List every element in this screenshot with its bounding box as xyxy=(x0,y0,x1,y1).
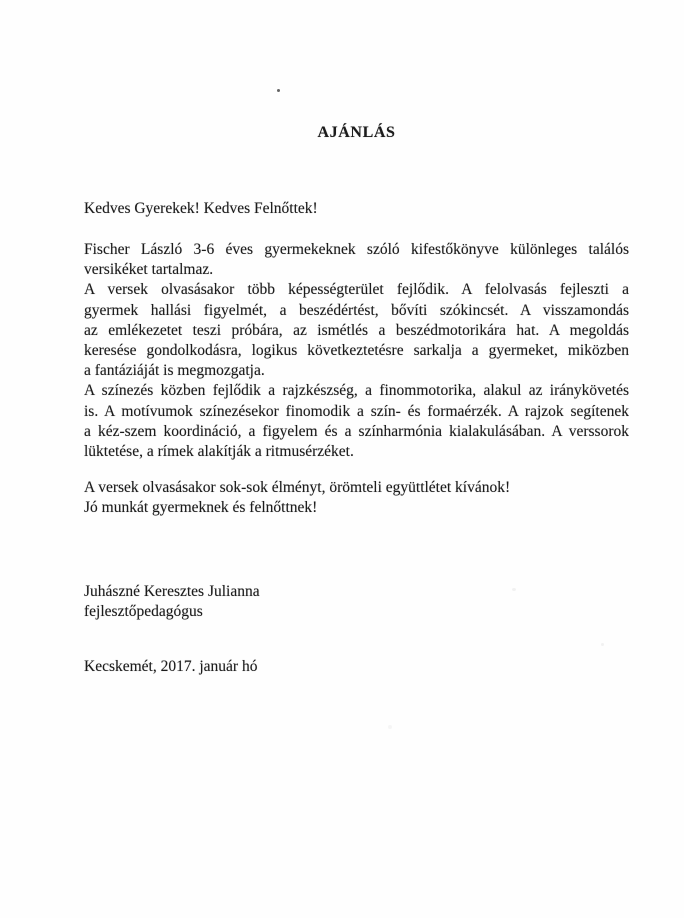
greeting-line: Kedves Gyerekek! Kedves Felnőttek! xyxy=(84,200,318,217)
document-title: AJÁNLÁS xyxy=(317,124,396,141)
scan-speck xyxy=(388,725,392,729)
scan-speck xyxy=(601,643,604,646)
body-line: A versek olvasásakor több képességterület fejlődik. A felolvasás fejleszti a xyxy=(84,281,629,299)
signature-role: fejlesztőpedagógus xyxy=(84,603,203,621)
body-line: is. A motívumok színezésekor finomodik a szín- és formaérzék. A rajzok segítenek xyxy=(84,402,629,420)
body-line: gyermek hallási figyelmét, a beszédértést, bővíti szókincsét. A visszamondás xyxy=(84,301,629,319)
body-line: A színezés közben fejlődik a rajzkészség, a finommotorika, alakul az iránykövetés xyxy=(84,382,629,400)
body-line: lüktetése, a rímek alakítják a ritmusérzéket. xyxy=(84,442,354,460)
body-line: a kéz-szem koordináció, a figyelem és a színharmónia kialakulásában. A verssorok xyxy=(84,422,629,440)
signature-name: Juhászné Keresztes Julianna xyxy=(84,583,260,600)
closing-line: Jó munkát gyermeknek és felnőttnek! xyxy=(84,499,318,517)
body-line: a fantáziáját is megmozgatja. xyxy=(84,362,265,380)
body-line: Fischer László 3-6 éves gyermekeknek szóló kifestőkönyve különleges találós xyxy=(84,241,629,258)
dateline-text: Kecskemét, 2017. január hó xyxy=(84,658,258,675)
closing-text xyxy=(84,478,629,518)
body-line: versikéket tartalmaz. xyxy=(84,261,214,279)
body-line: az emlékezetet teszi próbára, az ismétlés a beszédmotorikára hat. A megoldás xyxy=(84,321,629,339)
scan-speck xyxy=(277,89,280,92)
closing-line: A versek olvasásakor sok-sok élményt, örömteli együttlétet kívánok! xyxy=(84,479,511,496)
signature xyxy=(84,582,629,622)
body-line: keresése gondolkodásra, logikus következtetésre sarkalja a gyermeket, miközben xyxy=(84,341,629,359)
dateline xyxy=(84,657,629,677)
body-text xyxy=(84,240,629,462)
